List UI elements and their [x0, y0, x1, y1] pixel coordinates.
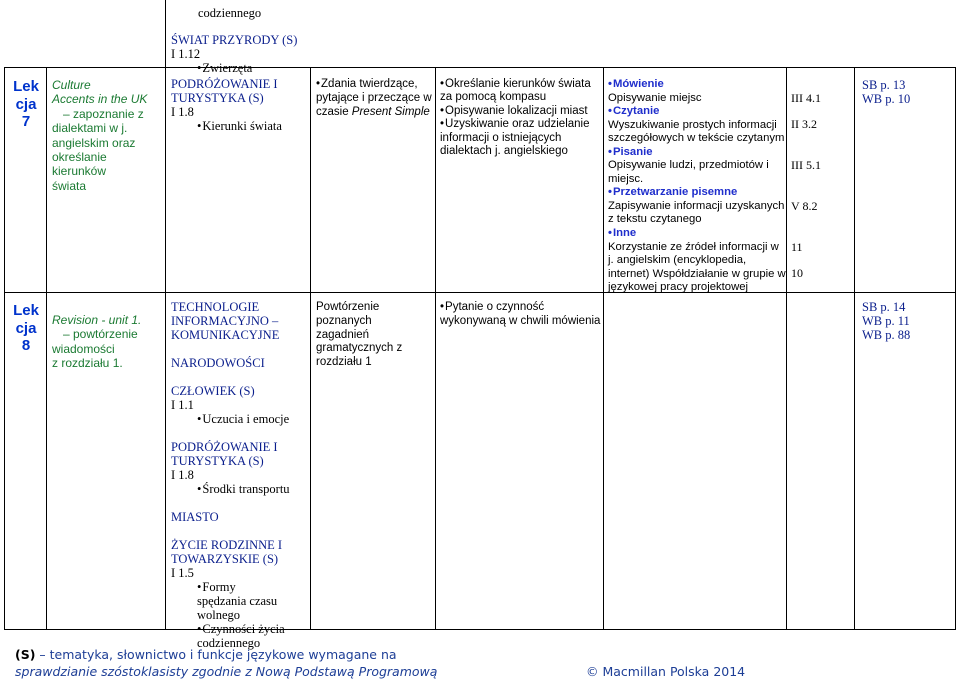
area-title: ŻYCIE RODZINNE I TOWARZYSKIE (S) — [171, 538, 283, 566]
area-title: PODRÓŻOWANIE I TURYSTYKA (S) — [171, 440, 278, 468]
footer-s-text: – tematyka, słownictwo i funkcje językowe wymagane na — [35, 647, 397, 662]
skill-heading: • Inne — [608, 227, 786, 241]
topic-line: Culture — [52, 78, 91, 92]
area-title: CZŁOWIEK (S) — [171, 384, 255, 398]
lesson-word-2: cja — [15, 319, 37, 337]
area-item: • Kierunki świata — [171, 119, 309, 133]
column-divider-7 — [854, 67, 855, 630]
area-title: MIASTO — [171, 510, 219, 524]
material-ref: WB p. 11 — [862, 314, 910, 328]
topic-line: wiadomości — [52, 341, 115, 356]
footer-legend-line2: sprawdzianie szóstoklasisty zgodnie z Nową Podstawą Programową — [15, 664, 438, 679]
column-divider-5 — [603, 67, 604, 630]
material-ref: SB p. 14 — [862, 300, 906, 314]
row-border-top — [4, 67, 956, 68]
continuation-line: codziennego — [198, 6, 262, 20]
lesson-7-grammar — [316, 78, 434, 119]
material-ref: WB p. 10 — [862, 92, 911, 106]
lesson-word-2: cja — [15, 95, 37, 113]
skill-heading: • Czytanie — [608, 105, 786, 119]
code: II 3.2 — [791, 117, 817, 131]
grammar-line — [316, 106, 434, 120]
topic-line: Revision - unit 1. — [52, 313, 142, 327]
area-item: • Czynności życia codziennego — [171, 622, 309, 650]
skill-heading: • Mówienie — [608, 78, 786, 92]
topic-line: Accents in the UK — [52, 92, 148, 107]
table-border-right — [955, 67, 956, 630]
lesson-number: 7 — [21, 113, 31, 131]
area-code: I 1.12 — [171, 47, 201, 61]
lesson-7-topic — [52, 78, 164, 193]
column-divider-1 — [46, 67, 47, 630]
row-border-bottom — [4, 629, 956, 630]
table-border-left — [4, 67, 5, 630]
area-title: NARODOWOŚCI — [171, 356, 265, 370]
lesson-8-vocab-areas — [171, 300, 309, 650]
column-divider-6 — [786, 67, 787, 630]
column-divider-2 — [165, 0, 166, 630]
footer-copyright: © Macmillan Polska 2014 — [586, 664, 746, 679]
area-code: I 1.8 — [171, 468, 194, 482]
skill-description: Opisywanie miejsc — [608, 91, 702, 104]
skill-description: Korzystanie ze źródeł informacji w j. angielskim (encyklopedia, internet) Współdziałanie w grupie w językowej pracy projektowej — [608, 240, 786, 294]
grammar-line: Powtórzenie poznanych — [316, 301, 380, 327]
lesson-7-functions — [440, 78, 602, 159]
skill-heading: • Przetwarzanie pisemne — [608, 186, 786, 200]
footer-legend — [15, 648, 397, 662]
topic-line: angielskim oraz — [52, 135, 136, 150]
lesson-number: 8 — [21, 337, 31, 355]
function-item: • Opisywanie lokalizacji miast — [440, 105, 602, 118]
grammar-line: zagadnień — [316, 328, 370, 341]
skill-description: Opisywanie ludzi, przedmiotów i miejsc. — [608, 159, 769, 185]
row-border-middle — [4, 292, 956, 293]
function-item: • Pytanie o czynność wykonywaną w chwili mówienia — [440, 301, 602, 329]
code: III 4.1 — [791, 91, 821, 105]
grammar-line: • Zdania twierdzące, — [316, 78, 434, 92]
grammar-line: rozdziału 1 — [316, 356, 372, 369]
area-item: • Zwierzęta — [171, 61, 311, 75]
area-item: • Środki transportu — [171, 482, 309, 496]
topic-line: – zapoznanie z — [63, 106, 144, 121]
column-divider-4 — [435, 67, 436, 630]
code: 11 — [791, 240, 803, 254]
lesson-7-skills — [608, 78, 786, 295]
area-title: ŚWIAT PRZYRODY (S) — [171, 33, 298, 47]
function-item: • Określanie kierunków świata za pomocą kompasu — [440, 78, 602, 105]
column-divider-3 — [310, 67, 311, 630]
lesson-8-materials — [862, 300, 954, 342]
area-code: I 1.1 — [171, 398, 194, 412]
area-title: PODRÓŻOWANIE I TURYSTYKA (S) — [171, 77, 278, 105]
lesson-7-vocab-area — [171, 77, 309, 133]
material-ref: SB p. 13 — [862, 78, 906, 92]
grammar-line: pytające i przeczące w — [316, 91, 432, 104]
code: 10 — [791, 266, 803, 280]
lesson-8-functions — [440, 301, 602, 329]
lesson-word-1: Lek — [13, 302, 39, 319]
skill-heading: • Pisanie — [608, 146, 786, 160]
lesson-word-1: Lek — [13, 78, 39, 95]
topic-line: świata — [52, 178, 87, 193]
footer-s-marker: (S) — [15, 647, 36, 662]
area-item: • Formy spędzania czasu wolnego — [171, 580, 287, 622]
code: III 5.1 — [791, 158, 821, 172]
skill-description: Zapisywanie informacji uzyskanych z tekstu czytanego — [608, 199, 785, 226]
material-ref: WB p. 88 — [862, 328, 911, 342]
topic-line: z rozdziału 1. — [52, 356, 123, 371]
code: V 8.2 — [791, 199, 818, 213]
lesson-7-label — [6, 78, 46, 131]
lesson-7-materials — [862, 78, 954, 106]
topic-line: określanie kierunków — [52, 149, 107, 179]
lesson-8-topic — [52, 313, 164, 371]
previous-area-continuation — [171, 6, 311, 75]
topic-line: dialektami w j. — [52, 121, 128, 136]
lesson-8-grammar — [316, 301, 434, 370]
lesson-8-label — [6, 302, 46, 355]
area-code: I 1.8 — [171, 105, 194, 119]
area-item: • Uczucia i emocje — [171, 412, 309, 426]
topic-line: – powtórzenie — [63, 327, 138, 342]
function-item: • Uzyskiwanie oraz udzielanie informacji o istniejących dialektach j. angielskiego — [440, 118, 602, 158]
area-title: TECHNOLOGIE INFORMACYJNO – KOMUNIKACYJNE — [171, 300, 280, 342]
grammar-tense: Present Simple — [351, 105, 430, 118]
area-code: I 1.5 — [171, 566, 194, 580]
grammar-line: gramatycznych z — [316, 342, 403, 355]
skill-description: Wyszukiwanie prostych informacji szczegółowych w tekście czytanym — [608, 118, 785, 145]
grammar-text: czasie — [316, 105, 352, 118]
